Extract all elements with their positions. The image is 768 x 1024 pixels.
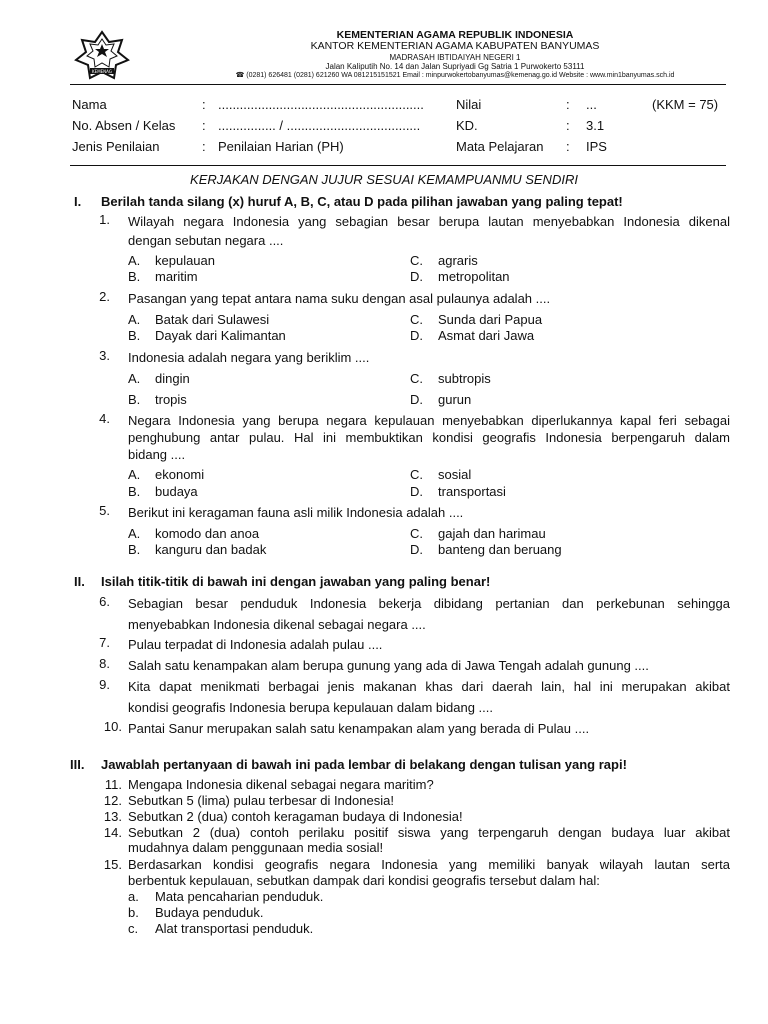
q3-option-c[interactable]: subtropis — [438, 371, 491, 386]
q5-option-d[interactable]: banteng dan beruang — [438, 542, 562, 557]
header-ministry: KEMENTERIAN AGAMA REPUBLIK INDONESIA — [336, 29, 574, 41]
q2-option-c[interactable]: Sunda dari Papua — [438, 312, 543, 327]
q15-text: Berdasarkan kondisi geografis negara Indonesia yang memiliki banyak wilayah lautan serta — [128, 857, 730, 872]
q3-option-d[interactable]: gurun — [438, 392, 472, 407]
identity-row-nama: Nama : ......................................................... Nilai : ... (KKM = 75) — [72, 97, 719, 112]
header-address: Jalan Kaliputih No. 14 dan Jalan Supriyadi Gg Satria 1 Purwokerto 53111 — [325, 62, 585, 71]
section-3-roman: III. — [70, 757, 85, 772]
nilai-field[interactable]: ... — [586, 97, 597, 112]
header-school: MADRASAH IBTIDAIYAH NEGERI 1 — [389, 53, 521, 62]
identity-row-jenis: Jenis Penilaian : Penilaian Harian (PH) Mata Pelajaran : IPS — [72, 139, 607, 154]
q15-sub-a: Mata pencaharian penduduk. — [155, 889, 324, 904]
q6-text: Sebagian besar penduduk Indonesia bekerja dibidang pertanian dan perkebunan sehingga — [128, 596, 730, 611]
header-office: KANTOR KEMENTERIAN AGAMA KABUPATEN BANYUMAS — [310, 40, 600, 52]
q14-text: Sebutkan 2 (dua) contoh perilaku positif siswa yang terpengaruh dengan budaya luar akibat — [128, 825, 730, 840]
exam-sheet: KEMENAG KEMENTERIAN AGAMA REPUBLIK INDONESIA KANTOR KEMENTERIAN AGAMA KABUPATEN BANYUMAS MADRASAH IBTIDAIYAH NEGERI 1 Jalan Kaliputih No. 14 dan Jalan Supriyadi Gg Satria 1 Purwokerto 53111 ☎ (0281) 626481 (0281) 621260 WA 081215151521 Email : minpurwokertobanyumas@kemenag.go.id Website : www.min1banyumas.sch.id Nama : ......................................................... Nilai : ... (KKM = 75) No. Absen / Kelas : ................ / ..................................... KD. : 3.1 Jenis Penilaian : Penilaian Harian (PH) Mata Pelajaran : IPS KERJAKAN DENGAN JUJUR SESUAI KEMAMPUANMU SENDIRI I. Berilah tanda silang (x) huruf A, B, C, atau D pada pilihan jawaban yang paling tepat! 1. Wilayah negara Indonesia yang sebagian besar berupa lautan menyebabkan Indonesia dikenal dengan sebutan negara .... A. kepulauan C. agraris B. maritim D. metropolitan 2. Pasangan yang tepat antara nama suku dengan asal pulaunya adalah .... A. Batak dari Sulawesi C. Sunda dari Papua B. Dayak dari Kalimantan D. Asmat dari Jawa 3. Indonesia adalah negara yang beriklim .... A. dingin C. subtropis B. tropis D. gurun 4. Negara Indonesia yang berupa negara kepulauan menyebabkan diperlukannya kapal feri sebagai penghubung antar pulau. Hal ini membuktikan kondisi geografis Indonesia berpengaruh dalam bidang .... A. ekonomi C. sosial B. budaya D. transportasi 5. Berikut ini keragaman fauna asli milik Indonesia adalah .... A. komodo dan anoa C. gajah dan harimau B. kanguru dan badak D. banteng dan beruang II. Isilah titik-titik di bawah ini dengan jawaban yang paling benar! 6. Sebagian besar penduduk Indonesia bekerja dibidang pertanian dan perkebunan sehingga menyebabkan Indonesia dikenal sebagai negara .... 7. Pulau terpadat di Indonesia adalah pulau .... 8. Salah satu kenampakan alam berupa gunung yang ada di Jawa Tengah adalah gunung .... 9. Kita dapat menikmati berbagai jenis makanan khas dari daerah lain, hal ini merupakan akibat kondisi geografis Indonesia berupa kepulauan dalam bidang .... 10. Pantai Sanur merupakan salah satu kenampakan alam yang berada di Pulau .... III. Jawablah pertanyaan di bawah ini pada lembar di belakang dengan tulisan yang rapi! 11. Mengapa Indonesia dikenal sebagai negara maritim? 12. Sebutkan 5 (lima) pulau terbesar di Indonesia! 13. Sebutkan 2 (dua) contoh keragaman budaya di Indonesia! 14. Sebutkan 2 (dua) contoh perilaku positif siswa yang terpengaruh dengan budaya luar akibat mudahnya dalam penggunaan media sosial! 15. Berdasarkan kondisi geografis negara Indonesia yang memiliki banyak wilayah lautan serta berbentuk kepulauan, sebutkan dampak dari kondisi geografis tersebut dalam hal: a. Mata pencaharian penduduk. b. Budaya penduduk. c. Alat transportasi penduduk. — [0, 0, 768, 1024]
q3-text: Indonesia adalah negara yang beriklim .... — [128, 350, 370, 365]
kd-value: 3.1 — [586, 118, 605, 133]
q1-option-b[interactable]: maritim — [155, 269, 198, 284]
q5-option-a[interactable]: komodo dan anoa — [155, 526, 260, 541]
section-2-title: Isilah titik-titik di bawah ini dengan jawaban yang paling benar! — [101, 574, 491, 589]
q3-option-a[interactable]: dingin — [155, 371, 190, 386]
section-1-roman: I. — [74, 194, 82, 209]
kemenag-logo-icon — [74, 30, 130, 82]
q4-text: Negara Indonesia yang berupa negara kepulauan menyebabkan diperlukannya kapal feri sebagai — [128, 413, 730, 428]
q1-option-c[interactable]: agraris — [438, 253, 478, 268]
q3-option-b[interactable]: tropis — [155, 392, 187, 407]
q5-text: Berikut ini keragaman fauna asli milik Indonesia adalah .... — [128, 505, 464, 520]
svg-text:KEMENAG: KEMENAG — [92, 69, 112, 74]
q4-option-b[interactable]: budaya — [155, 484, 198, 499]
jenis-value: Penilaian Harian (PH) — [218, 139, 344, 154]
q4-option-a[interactable]: ekonomi — [155, 467, 205, 482]
q7-text: Pulau terpadat di Indonesia adalah pulau .... — [128, 637, 383, 652]
mapel-value: IPS — [586, 139, 607, 154]
q1-text: Wilayah negara Indonesia yang sebagian besar berupa lautan menyebabkan Indonesia dikenal — [128, 214, 730, 229]
q4-option-c[interactable]: sosial — [438, 467, 472, 482]
identity-row-absen: No. Absen / Kelas : ................ / ..................................... KD. : 3.1 — [72, 118, 605, 133]
header-divider — [70, 84, 726, 85]
nama-field[interactable]: ......................................................... — [218, 97, 424, 112]
q8-text: Salah satu kenampakan alam berupa gunung yang ada di Jawa Tengah adalah gunung .... — [128, 658, 649, 673]
identity-divider — [70, 165, 726, 166]
section-3-title: Jawablah pertanyaan di bawah ini pada lembar di belakang dengan tulisan yang rapi! — [101, 757, 627, 772]
q2-text: Pasangan yang tepat antara nama suku dengan asal pulaunya adalah .... — [128, 291, 551, 306]
kkm-note: (KKM = 75) — [652, 97, 719, 112]
q5-option-b[interactable]: kanguru dan badak — [155, 542, 267, 557]
motto: KERJAKAN DENGAN JUJUR SESUAI KEMAMPUANMU SENDIRI — [190, 172, 578, 187]
q15-sub-b: Budaya penduduk. — [155, 905, 264, 920]
absen-kelas-field[interactable]: ................ / ..................................... — [218, 118, 421, 133]
q2-option-d[interactable]: Asmat dari Jawa — [438, 328, 535, 343]
q13-text: Sebutkan 2 (dua) contoh keragaman budaya di Indonesia! — [128, 809, 463, 824]
q5-option-c[interactable]: gajah dan harimau — [438, 526, 546, 541]
q12-text: Sebutkan 5 (lima) pulau terbesar di Indonesia! — [128, 793, 394, 808]
header-contact: ☎ (0281) 626481 (0281) 621260 WA 081215151521 Email : minpurwokertobanyumas@kemenag.go.id Website : www.min1banyumas.sch.id — [235, 72, 675, 79]
section-2-roman: II. — [74, 574, 85, 589]
q15-sub-c: Alat transportasi penduduk. — [155, 921, 314, 936]
q4-option-d[interactable]: transportasi — [438, 484, 506, 499]
q11-text: Mengapa Indonesia dikenal sebagai negara maritim? — [128, 777, 434, 792]
q1-option-d[interactable]: metropolitan — [438, 269, 510, 284]
q2-option-b[interactable]: Dayak dari Kalimantan — [155, 328, 286, 343]
q10-text: Pantai Sanur merupakan salah satu kenampakan alam yang berada di Pulau .... — [128, 721, 590, 736]
q9-text: Kita dapat menikmati berbagai jenis makanan khas dari daerah lain, hal ini merupakan akibat — [128, 679, 730, 694]
q2-option-a[interactable]: Batak dari Sulawesi — [155, 312, 270, 327]
section-1-title: Berilah tanda silang (x) huruf A, B, C, atau D pada pilihan jawaban yang paling tepat! — [101, 194, 623, 209]
q1-option-a[interactable]: kepulauan — [155, 253, 215, 268]
